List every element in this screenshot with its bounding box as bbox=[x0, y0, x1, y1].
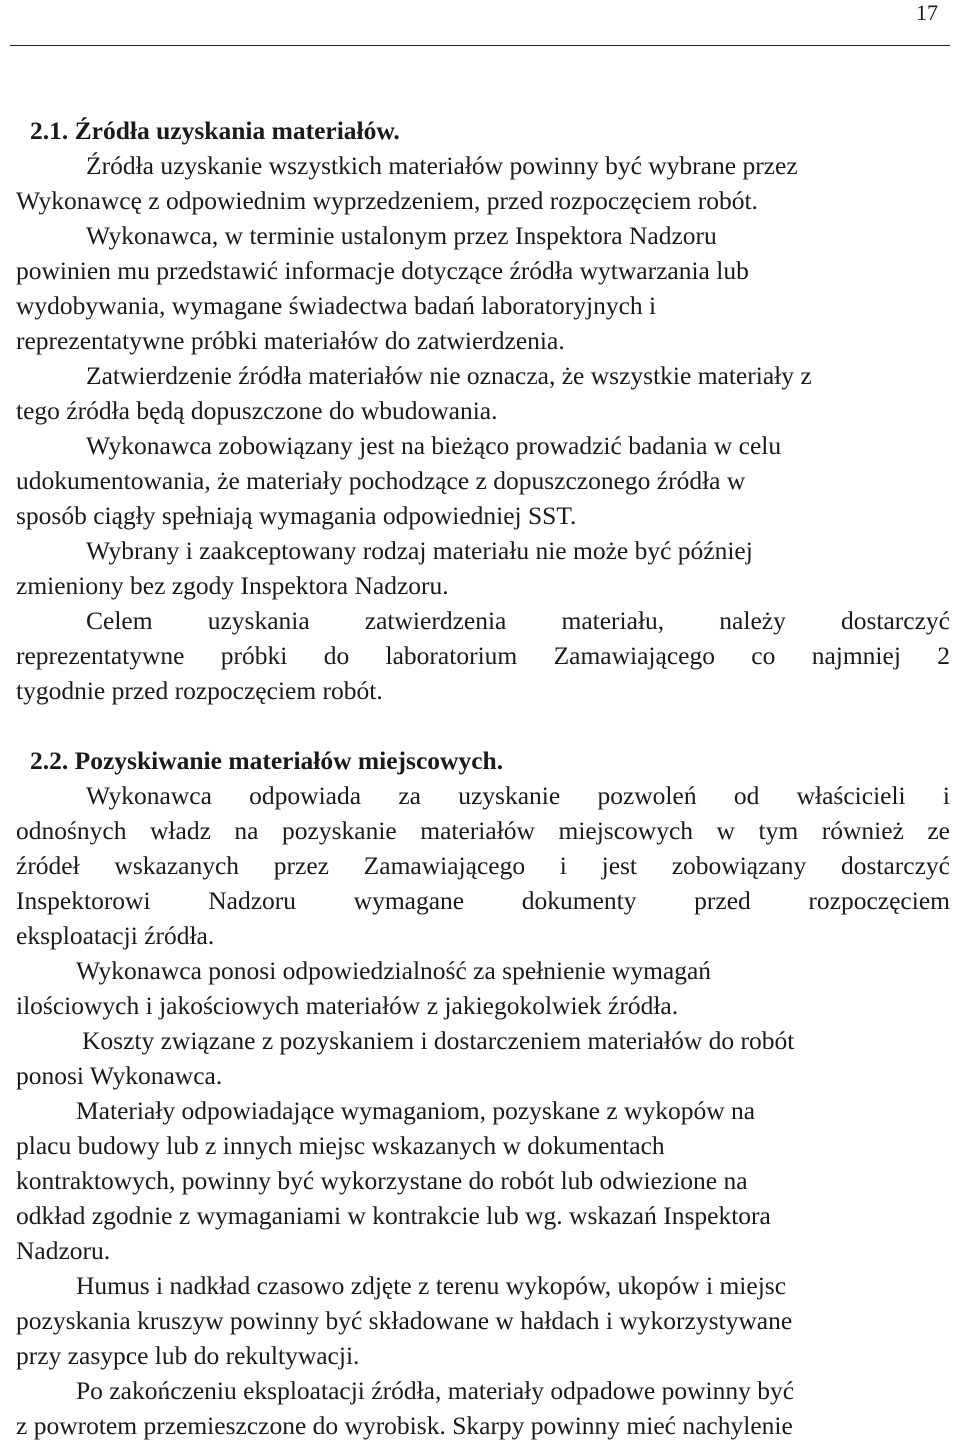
paragraph: Humus i nadkład czasowo zdjęte z terenu wykopów, ukopów i miejsc pozyskania kruszyw powinny być składowane w hałdach i wykorzystywane przy zasypce lub do rekultywacji. bbox=[16, 1271, 793, 1370]
paragraph: Wykonawca ponosi odpowiedzialność za spełnienie wymagań ilościowych i jakościowych materiałów z jakiegokolwiek źródła. bbox=[16, 956, 712, 1020]
paragraph: Koszty związane z pozyskaniem i dostarczeniem materiałów do robót ponosi Wykonawca. bbox=[16, 1026, 795, 1090]
section-heading-2-1: 2.1. Źródła uzyskania materiałów. bbox=[30, 116, 400, 145]
header-rule bbox=[10, 45, 950, 46]
paragraph: Wykonawca, w terminie ustalonym przez Inspektora Nadzoru powinien mu przedstawić informacje dotyczące źródła wytwarzania lub wydobywania, wymagane świadectwa badań laboratoryjnych i reprezentatywne próbki materiałów do zatwierdzenia. bbox=[16, 221, 749, 355]
paragraph: Zatwierdzenie źródła materiałów nie oznacza, że wszystkie materiały z tego źródła będą dopuszczone do wbudowania. bbox=[16, 361, 812, 425]
paragraph: Wykonawca odpowiada za uzyskanie pozwoleń od właścicieli i odnośnych władz na pozyskanie materiałów miejscowych w tym również ze źródeł wskazanych przez Zamawiającego i jest zobowiązany dostarczyć Inspektorowi Nadzoru wymagane dokumenty przed rozpoczęciem eksploatacji źródła. bbox=[16, 781, 950, 950]
paragraph: Źródła uzyskanie wszystkich materiałów powinny być wybrane przez Wykonawcę z odpowiednim wyprzedzeniem, przed rozpoczęciem robót. bbox=[16, 151, 798, 215]
document-body bbox=[16, 113, 950, 1443]
paragraph: Celem uzyskania zatwierdzenia materiału, należy dostarczyć reprezentatywne próbki do laboratorium Zamawiającego co najmniej 2 tygodnie przed rozpoczęciem robót. bbox=[16, 606, 950, 705]
paragraph: Wykonawca zobowiązany jest na bieżąco prowadzić badania w celu udokumentowania, że materiały pochodzące z dopuszczonego źródła w sposób ciągły spełniają wymagania odpowiedniej SST. bbox=[16, 431, 782, 530]
section-heading-2-2: 2.2. Pozyskiwanie materiałów miejscowych. bbox=[30, 746, 504, 775]
paragraph: Materiały odpowiadające wymaganiom, pozyskane z wykopów na placu budowy lub z innych miejsc wskazanych w dokumentach kontraktowych, powinny być wykorzystane do robót lub odwiezione na odkład zgodnie z wymaganiami w kontrakcie lub wg. wskazań Inspektora Nadzoru. bbox=[16, 1096, 771, 1265]
paragraph: Po zakończeniu eksploatacji źródła, materiały odpadowe powinny być z powrotem przemieszczone do wyrobisk. Skarpy powinny mieć nachylenie bbox=[16, 1376, 795, 1440]
page-number: 17 bbox=[916, 0, 938, 25]
paragraph: Wybrany i zaakceptowany rodzaj materiału nie może być później zmieniony bez zgody Inspektora Nadzoru. bbox=[16, 536, 753, 600]
